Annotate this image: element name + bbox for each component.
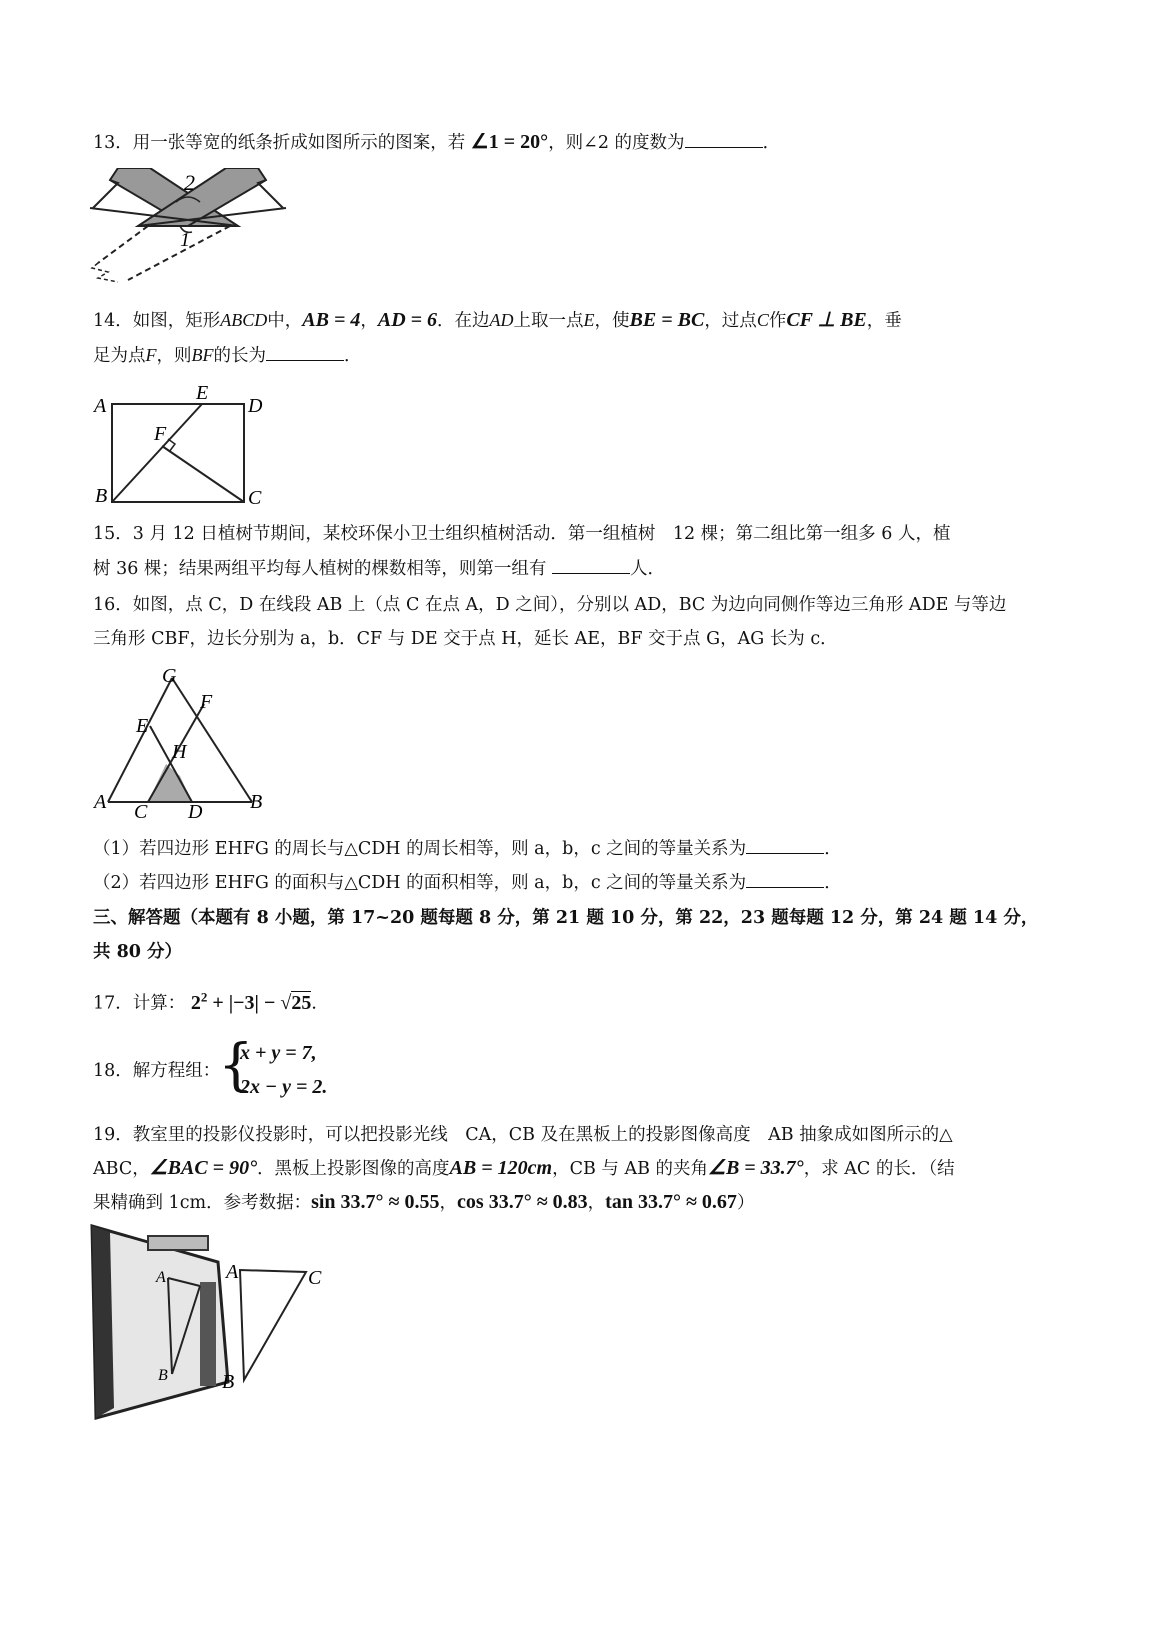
q14-text: 足为点 — [93, 346, 146, 366]
q19-sep: ， — [439, 1193, 458, 1213]
q16-label-b: B — [250, 791, 263, 813]
q19-math-angle-b: ∠B = 33.7° — [708, 1157, 804, 1179]
q14-e: E — [583, 310, 595, 330]
q14-text: 如图，矩形 — [132, 311, 221, 331]
q19-line-1: 19．教室里的投影仪投影时，可以把投影光线 CA，CB 及在黑板上的投影图像高度 AB 抽象成如图所示的△ — [93, 1125, 953, 1145]
q15-text: 树 36 棵；结果两组平均每人植树的棵数相等，则第一组有 — [93, 559, 547, 579]
q14-text: ，则 — [156, 346, 192, 366]
q14-label-e: E — [196, 382, 209, 404]
q14-math-cf: CF ⊥ BE — [786, 309, 867, 331]
q16-label-c: C — [134, 801, 148, 819]
q16-label-f: F — [200, 691, 213, 713]
q19-math-cos: cos 33.7° ≈ 0.83 — [457, 1191, 588, 1213]
q19-triangle-abc — [240, 1270, 306, 1380]
q19-text: ．黑板上投影图像的高度 — [257, 1159, 450, 1179]
q15-answer-blank[interactable] — [552, 557, 630, 574]
q16-label-d: D — [188, 801, 203, 819]
q13-line — [93, 130, 780, 155]
q14-label-f: F — [154, 423, 167, 445]
q17-exponent: 2 — [200, 989, 208, 1004]
q15-line-1: 15．3 月 12 日植树节期间，某校环保小卫士组织植树活动．第一组植树 12 棵；第二组比第一组多 6 人，植 — [93, 524, 951, 544]
q14-label-c: C — [248, 487, 262, 506]
q16-line-2: 三角形 CBF，边长分别为 a，b．CF 与 DE 交于点 H，延长 AE，BF 交于点 G，AG 长为 c． — [93, 629, 838, 649]
section3-heading-line-2: 共 80 分） — [93, 942, 183, 962]
q16-sub2-end: ． — [824, 873, 842, 893]
q14-answer-blank[interactable] — [266, 344, 344, 361]
q19-math-angle-bac: ∠BAC = 90° — [149, 1157, 258, 1179]
q14-text: ．在边 — [437, 311, 490, 331]
q16-line-1: 16．如图，点 C，D 在线段 AB 上（点 C 在点 A，D 之间），分别以 AD，BC 为边向同侧作等边三角形 ADE 与等边 — [93, 595, 1007, 615]
q14-end: ． — [344, 346, 362, 366]
q14-rectangle-figure — [92, 382, 272, 506]
q18-equation-1: x + y = 7, — [240, 1042, 317, 1064]
q14-f: F — [145, 345, 157, 365]
q19-math-tan: tan 33.7° ≈ 0.67 — [605, 1191, 737, 1213]
q13-text-2: ，则∠2 的度数为 — [548, 133, 685, 153]
q13-math: ∠1 = 20° — [470, 131, 549, 153]
q16-shaded-triangle — [148, 764, 192, 802]
q19-projector-figure — [88, 1222, 328, 1422]
q17-end: ． — [311, 993, 329, 1014]
q14-line-1 — [93, 308, 902, 333]
q19-board-edge — [200, 1282, 216, 1386]
q19-text: ABC， — [93, 1159, 150, 1179]
q19-label-c: C — [308, 1267, 322, 1289]
q14-text: ，垂 — [866, 311, 902, 331]
q16-label-g: G — [162, 665, 177, 687]
q19-text: 果精确到 1cm．参考数据： — [93, 1193, 312, 1213]
q13-text: 用一张等宽的纸条折成如图所示的图案，若 — [132, 133, 466, 153]
q18-brace: { — [218, 1033, 254, 1098]
q14-bf: BF — [191, 345, 214, 365]
q14-math-be: BE = BC — [629, 309, 705, 331]
q19-projector — [148, 1236, 208, 1250]
q14-math-ad: AD = 6 — [377, 309, 438, 331]
q14-math-ab: AB = 4 — [302, 309, 361, 331]
q16-sub2-answer-blank[interactable] — [746, 871, 824, 888]
q18-equation-2: 2x − y = 2. — [240, 1076, 328, 1098]
q17-expression: $2^2 + |-3| - √25$ — [190, 989, 312, 1014]
q14-text: 中， — [267, 311, 303, 331]
q19-text: ，CB 与 AB 的夹角 — [552, 1159, 709, 1179]
q16-sub1-answer-blank[interactable] — [746, 837, 824, 854]
q14-text: ，使 — [594, 311, 630, 331]
q19-label-a: A — [226, 1261, 239, 1283]
q19-photo-label-b: B — [158, 1367, 168, 1384]
q14-label-d: D — [248, 395, 263, 417]
q14-text: ，过点 — [704, 311, 757, 331]
q16-label-e: E — [136, 715, 149, 737]
q16-sub1 — [93, 837, 842, 861]
q14-label-b: B — [95, 485, 108, 506]
section3-heading-line-1: 三、解答题（本题有 8 小题，第 17~20 题每题 8 分，第 21 题 10 分，第 22，23 题每题 12 分，第 24 题 14 分， — [93, 908, 1039, 928]
q19-sep: ， — [587, 1193, 606, 1213]
q19-line-3 — [93, 1190, 754, 1215]
q19-label-b: B — [222, 1371, 235, 1393]
q19-end: ） — [736, 1193, 755, 1213]
q14-text: 的长为 — [213, 346, 266, 366]
q18-label: 18．解方程组： — [93, 1061, 221, 1081]
q14-number: 14． — [93, 311, 133, 331]
q13-label-2: 2 — [184, 170, 195, 195]
q14-label-a: A — [94, 395, 107, 417]
q19-text: ，求 AC 的长．（结 — [803, 1159, 955, 1179]
q13-number: 13． — [93, 133, 133, 153]
q16-label-a: A — [94, 791, 107, 813]
q19-photo-label-a: A — [156, 1269, 166, 1286]
q16-label-h: H — [172, 741, 187, 763]
q16-sub2 — [93, 871, 842, 895]
q15-line-2 — [93, 557, 665, 581]
q14-line-2 — [93, 343, 362, 368]
q14-text: ， — [360, 311, 378, 331]
q16-equilateral-triangles-figure — [92, 664, 272, 819]
q15-text-2: 人． — [629, 559, 665, 579]
q17-base: 2 — [190, 991, 201, 1014]
q13-label-1: 1 — [180, 229, 190, 251]
q14-abcd: ABCD — [220, 310, 268, 330]
q13-answer-blank[interactable] — [685, 131, 763, 148]
q14-c: C — [756, 310, 769, 330]
q17-abs: + |−3| − — [207, 991, 281, 1014]
q16-sub1-text: （1）若四边形 EHFG 的周长与△CDH 的周长相等，则 a，b，c 之间的等量关系为 — [93, 839, 747, 859]
q16-sub2-text: （2）若四边形 EHFG 的面积与△CDH 的面积相等，则 a，b，c 之间的等量关系为 — [93, 873, 747, 893]
q13-folded-strip-figure — [88, 168, 288, 288]
q17-line — [93, 985, 329, 1016]
q19-math-ab: AB = 120cm — [449, 1157, 553, 1179]
q17-label: 17．计算： — [93, 993, 186, 1014]
q19-line-2 — [93, 1156, 955, 1181]
q19-math-sin: sin 33.7° ≈ 0.55 — [311, 1191, 440, 1213]
q17-sqrt-arg: 25 — [291, 991, 312, 1014]
q14-text: 作 — [768, 311, 787, 331]
q14-ad: AD — [489, 310, 514, 330]
q14-text: 上取一点 — [513, 311, 584, 331]
q16-sub1-end: ． — [824, 839, 842, 859]
q13-end: ． — [762, 133, 781, 153]
